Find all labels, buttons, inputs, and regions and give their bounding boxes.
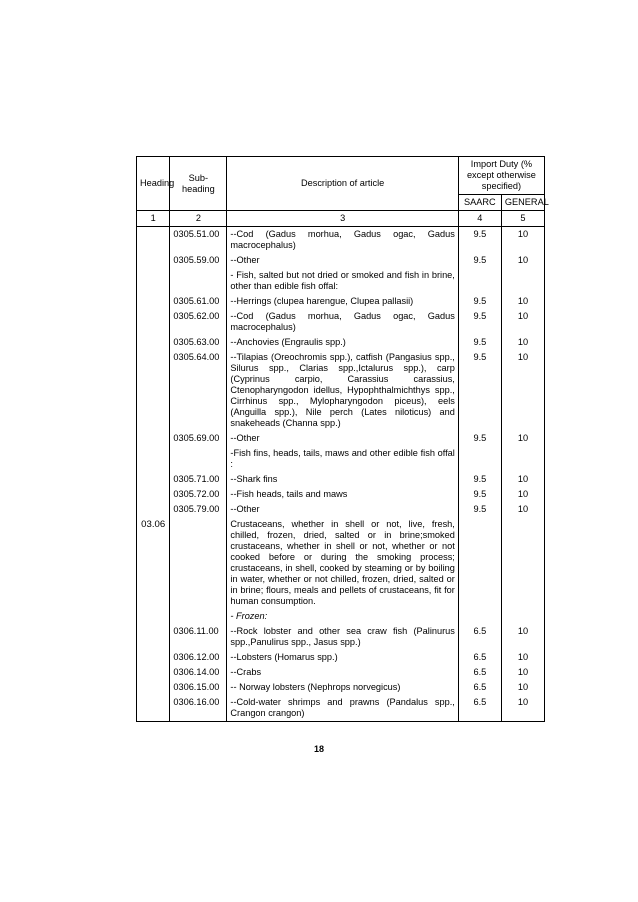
col-header-sub-heading: Sub-heading <box>170 157 227 211</box>
table-row <box>137 487 545 502</box>
general-duty-cell: 10 <box>501 487 544 502</box>
general-duty-cell: 10 <box>501 650 544 665</box>
description-cell: --Other <box>227 253 458 268</box>
table-row <box>137 624 545 650</box>
table-row <box>137 253 545 268</box>
heading-cell <box>137 472 170 487</box>
sub-heading-cell: 0305.69.00 <box>170 431 227 446</box>
saarc-duty-cell: 6.5 <box>458 650 501 665</box>
general-duty-cell: 10 <box>501 624 544 650</box>
description-cell: --Cod (Gadus morhua, Gadus ogac, Gadus macrocephalus) <box>227 309 458 335</box>
sub-heading-cell: 0305.59.00 <box>170 253 227 268</box>
general-duty-cell: 10 <box>501 680 544 695</box>
heading-cell <box>137 680 170 695</box>
table-row <box>137 431 545 446</box>
table-header-row <box>137 157 545 195</box>
description-cell: -Fish fins, heads, tails, maws and other edible fish offal : <box>227 446 458 472</box>
description-cell: --Other <box>227 431 458 446</box>
general-duty-cell: 10 <box>501 227 544 254</box>
general-duty-cell: 10 <box>501 309 544 335</box>
description-cell: --Cod (Gadus morhua, Gadus ogac, Gadus macrocephalus) <box>227 227 458 254</box>
saarc-duty-cell: 6.5 <box>458 624 501 650</box>
general-duty-cell: 10 <box>501 253 544 268</box>
general-duty-cell <box>501 446 544 472</box>
sub-heading-cell <box>170 609 227 624</box>
page-number: 18 <box>313 744 324 754</box>
saarc-duty-cell: 6.5 <box>458 695 501 722</box>
sub-heading-cell <box>170 517 227 609</box>
table-row <box>137 472 545 487</box>
col-header-import-duty: Import Duty (% except otherwise specified) <box>458 157 544 195</box>
general-duty-cell: 10 <box>501 695 544 722</box>
general-duty-cell: 10 <box>501 472 544 487</box>
description-cell: --Other <box>227 502 458 517</box>
saarc-duty-cell: 9.5 <box>458 502 501 517</box>
table-row <box>137 446 545 472</box>
description-cell: - Frozen: <box>227 609 458 624</box>
sub-heading-cell: 0305.72.00 <box>170 487 227 502</box>
general-duty-cell: 10 <box>501 335 544 350</box>
saarc-duty-cell: 9.5 <box>458 309 501 335</box>
heading-cell <box>137 431 170 446</box>
sub-heading-cell: 0305.63.00 <box>170 335 227 350</box>
table-row <box>137 650 545 665</box>
description-cell: Crustaceans, whether in shell or not, live, fresh, chilled, frozen, dried, salted or in brine;smoked crustaceans, whether in shell or not, whether or not cooked before or during the smoking process; crustaceans, in shell, cooked by steaming or by boiling in water, whether or not chilled, frozen, dried, salted or in brine; flours, meals and pellets of crustaceans, fit for human consumption. <box>227 517 458 609</box>
column-number: 4 <box>458 211 501 227</box>
general-duty-cell: 10 <box>501 665 544 680</box>
tariff-table <box>136 156 549 722</box>
col-header-description: Description of article <box>227 157 458 211</box>
column-number: 1 <box>137 211 170 227</box>
sub-heading-cell: 0306.16.00 <box>170 695 227 722</box>
saarc-duty-cell <box>458 609 501 624</box>
description-cell: --Lobsters (Homarus spp.) <box>227 650 458 665</box>
sub-heading-cell: 0305.61.00 <box>170 294 227 309</box>
sub-heading-cell: 0306.12.00 <box>170 650 227 665</box>
general-duty-cell: 10 <box>501 502 544 517</box>
heading-cell <box>137 665 170 680</box>
heading-cell <box>137 609 170 624</box>
description-cell: --Anchovies (Engraulis spp.) <box>227 335 458 350</box>
table-row <box>137 665 545 680</box>
description-cell: --Crabs <box>227 665 458 680</box>
table-row <box>137 294 545 309</box>
saarc-duty-cell: 9.5 <box>458 294 501 309</box>
table-row <box>137 695 545 722</box>
description-cell: --Herrings (clupea harengue, Clupea pallasii) <box>227 294 458 309</box>
heading-cell <box>137 350 170 431</box>
description-cell: - Fish, salted but not dried or smoked and fish in brine, other than edible fish offal: <box>227 268 458 294</box>
saarc-duty-cell: 9.5 <box>458 472 501 487</box>
sub-heading-cell <box>170 446 227 472</box>
table-row <box>137 268 545 294</box>
column-number: 5 <box>501 211 544 227</box>
col-header-heading: Heading <box>137 157 170 211</box>
description-cell: --Tilapias (Oreochromis spp.), catfish (Pangasius spp., Silurus spp., Clarias spp.,Ictalurus spp.), carp (Cyprinus carpio, Carassius carassius, Ctenopharyngodon idellus, Hypophthalmichthys spp., Cirrhinus spp., Mylopharyngodon piceus), eels (Anguilla spp.), Nile perch (Lates niloticus) and snakeheads (Channa spp.) <box>227 350 458 431</box>
heading-cell <box>137 227 170 254</box>
col-header-general: GENERAL <box>501 195 544 211</box>
column-number: 3 <box>227 211 458 227</box>
description-cell: --Fish heads, tails and maws <box>227 487 458 502</box>
heading-cell <box>137 253 170 268</box>
description-cell: -- Norway lobsters (Nephrops norvegicus) <box>227 680 458 695</box>
saarc-duty-cell <box>458 268 501 294</box>
sub-heading-cell: 0306.15.00 <box>170 680 227 695</box>
sub-heading-cell: 0305.79.00 <box>170 502 227 517</box>
saarc-duty-cell: 9.5 <box>458 253 501 268</box>
saarc-duty-cell: 6.5 <box>458 680 501 695</box>
general-duty-cell: 10 <box>501 294 544 309</box>
sub-heading-cell: 0306.14.00 <box>170 665 227 680</box>
heading-cell <box>137 502 170 517</box>
heading-cell <box>137 695 170 722</box>
heading-cell <box>137 487 170 502</box>
table-row <box>137 227 545 254</box>
sub-heading-cell: 0305.62.00 <box>170 309 227 335</box>
sub-heading-cell <box>170 268 227 294</box>
sub-heading-cell: 0305.71.00 <box>170 472 227 487</box>
heading-cell <box>137 294 170 309</box>
table-row <box>137 502 545 517</box>
table-row-heading-0306 <box>137 517 545 609</box>
heading-cell <box>137 624 170 650</box>
heading-cell <box>137 309 170 335</box>
general-duty-cell: 10 <box>501 431 544 446</box>
description-cell: --Rock lobster and other sea craw fish (Palinurus spp.,Panulirus spp., Jasus spp.) <box>227 624 458 650</box>
saarc-duty-cell: 9.5 <box>458 431 501 446</box>
sub-heading-cell: 0306.11.00 <box>170 624 227 650</box>
general-duty-cell <box>501 609 544 624</box>
heading-cell <box>137 446 170 472</box>
heading-cell: 03.06 <box>137 517 170 609</box>
table-row <box>137 609 545 624</box>
saarc-duty-cell <box>458 517 501 609</box>
saarc-duty-cell: 9.5 <box>458 335 501 350</box>
general-duty-cell: 10 <box>501 350 544 431</box>
table-row <box>137 680 545 695</box>
saarc-duty-cell: 6.5 <box>458 665 501 680</box>
saarc-duty-cell: 9.5 <box>458 227 501 254</box>
col-header-saarc: SAARC <box>458 195 501 211</box>
saarc-duty-cell <box>458 446 501 472</box>
table-row <box>137 335 545 350</box>
column-number-row <box>137 211 545 227</box>
heading-cell <box>137 335 170 350</box>
table-row <box>137 350 545 431</box>
sub-heading-cell: 0305.51.00 <box>170 227 227 254</box>
heading-cell <box>137 268 170 294</box>
table-row <box>137 309 545 335</box>
saarc-duty-cell: 9.5 <box>458 487 501 502</box>
description-cell: --Cold-water shrimps and prawns (Pandalus spp., Crangon crangon) <box>227 695 458 722</box>
column-number: 2 <box>170 211 227 227</box>
general-duty-cell <box>501 517 544 609</box>
description-cell: --Shark fins <box>227 472 458 487</box>
heading-cell <box>137 650 170 665</box>
sub-heading-cell: 0305.64.00 <box>170 350 227 431</box>
saarc-duty-cell: 9.5 <box>458 350 501 431</box>
general-duty-cell <box>501 268 544 294</box>
